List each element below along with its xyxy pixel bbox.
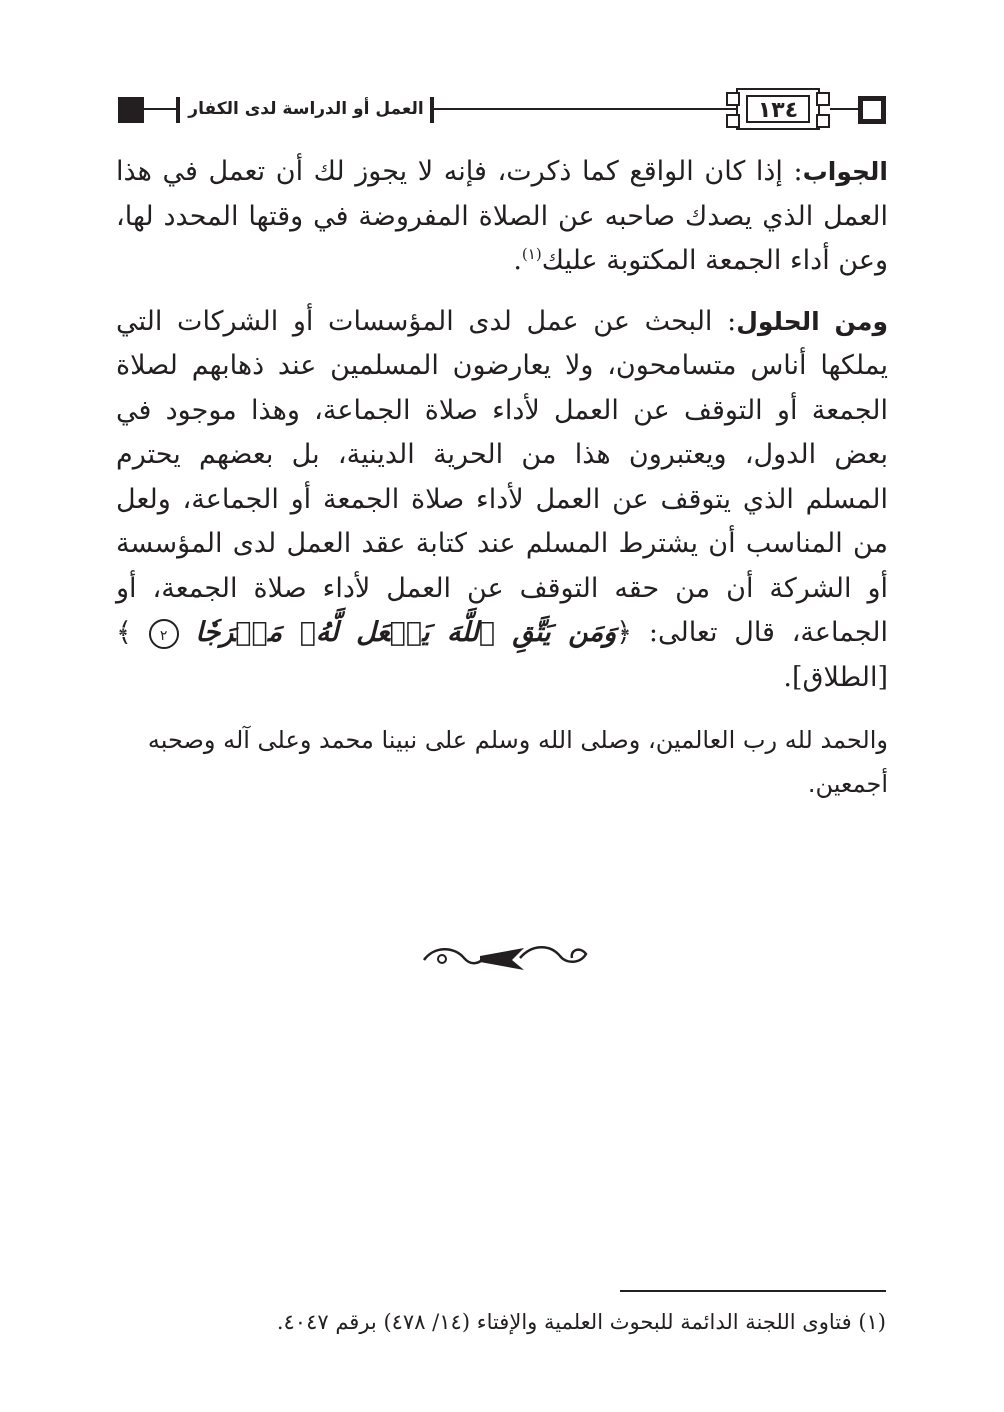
footnote — [118, 1304, 886, 1340]
header-rule-left — [144, 108, 178, 110]
answer-paragraph — [116, 150, 888, 284]
surah-citation: [الطلاق]. — [783, 661, 888, 693]
frame-ornament — [726, 114, 740, 128]
footnote-text: فتاوى اللجنة الدائمة للبحوث العلمية والإفتاء (١٤/ ٤٧٨) برقم ٤٠٤٧. — [276, 1310, 852, 1334]
answer-lead: الجواب — [802, 157, 888, 186]
header-title-bar — [430, 97, 434, 123]
frame-ornament — [816, 114, 830, 128]
closing-paragraph: والحمد لله رب العالمين، وصلى الله وسلم على نبينا محمد وعلى آله وصحبه أجمعين. — [147, 726, 888, 798]
frame-ornament — [816, 92, 830, 106]
solutions-paragraph — [116, 300, 888, 701]
frame-ornament — [726, 92, 740, 106]
verse-open-bracket: ﴿ — [616, 617, 633, 648]
header-rule-middle — [434, 108, 736, 110]
running-title: العمل أو الدراسة لدى الكفار — [188, 99, 424, 119]
header-left-block — [118, 97, 144, 123]
quran-verse: وَمَن يَتَّقِ ٱللَّهَ يَجۡعَل لَّهُۥ مَخۡرَجٗا — [195, 617, 617, 648]
footnote-rule — [620, 1290, 886, 1292]
page-number: ١٣٤ — [746, 95, 810, 123]
page-number-frame — [736, 88, 820, 130]
verse-number: ٢ — [149, 619, 179, 649]
footnote-marker: (١) — [858, 1310, 886, 1334]
page-body — [116, 150, 888, 822]
verse-close-bracket: ﴾ — [116, 617, 132, 648]
header-left-bar — [176, 97, 180, 123]
answer-text: إذا كان الواقع كما ذكرت، فإنه لا يجوز لك أن تعمل في هذا العمل الذي يصدك صاحبه عن الصلاة المفروضة في وقتها المحدد لها، وعن أداء الجمعة المكتوبة عليك — [116, 156, 888, 276]
header-rule-right — [830, 108, 860, 110]
answer-separator: : — [782, 156, 803, 187]
solutions-lead: ومن الحلول — [736, 306, 889, 336]
solutions-text: البحث عن عمل لدى المؤسسات أو الشركات التي يملكها أناس متسامحون، ولا يعارضون المسلمين عند ذهابهم لصلاة الجمعة أو التوقف عن العمل لأداء صلاة الجماعة، وهذا موجود في بعض الدول، ويعتبرون هذا من الحرية الدينية، بل بعضهم يحترم المسلم الذي يتوقف عن العمل لأداء صلاة الجمعة أو الجماعة، ولعل من المناسب أن يشترط المسلم عند كتابة عقد العمل لدى المؤسسة أو الشركة أن من حقه التوقف عن العمل لأداء صلاة الجمعة، أو الجماعة، قال تعالى: — [116, 305, 889, 648]
footnote-reference: (١) — [521, 245, 542, 263]
solutions-separator: : — [712, 305, 737, 337]
running-header — [118, 88, 888, 132]
answer-end: . — [513, 245, 522, 276]
section-end-ornament — [420, 932, 590, 980]
header-right-box — [858, 96, 886, 124]
